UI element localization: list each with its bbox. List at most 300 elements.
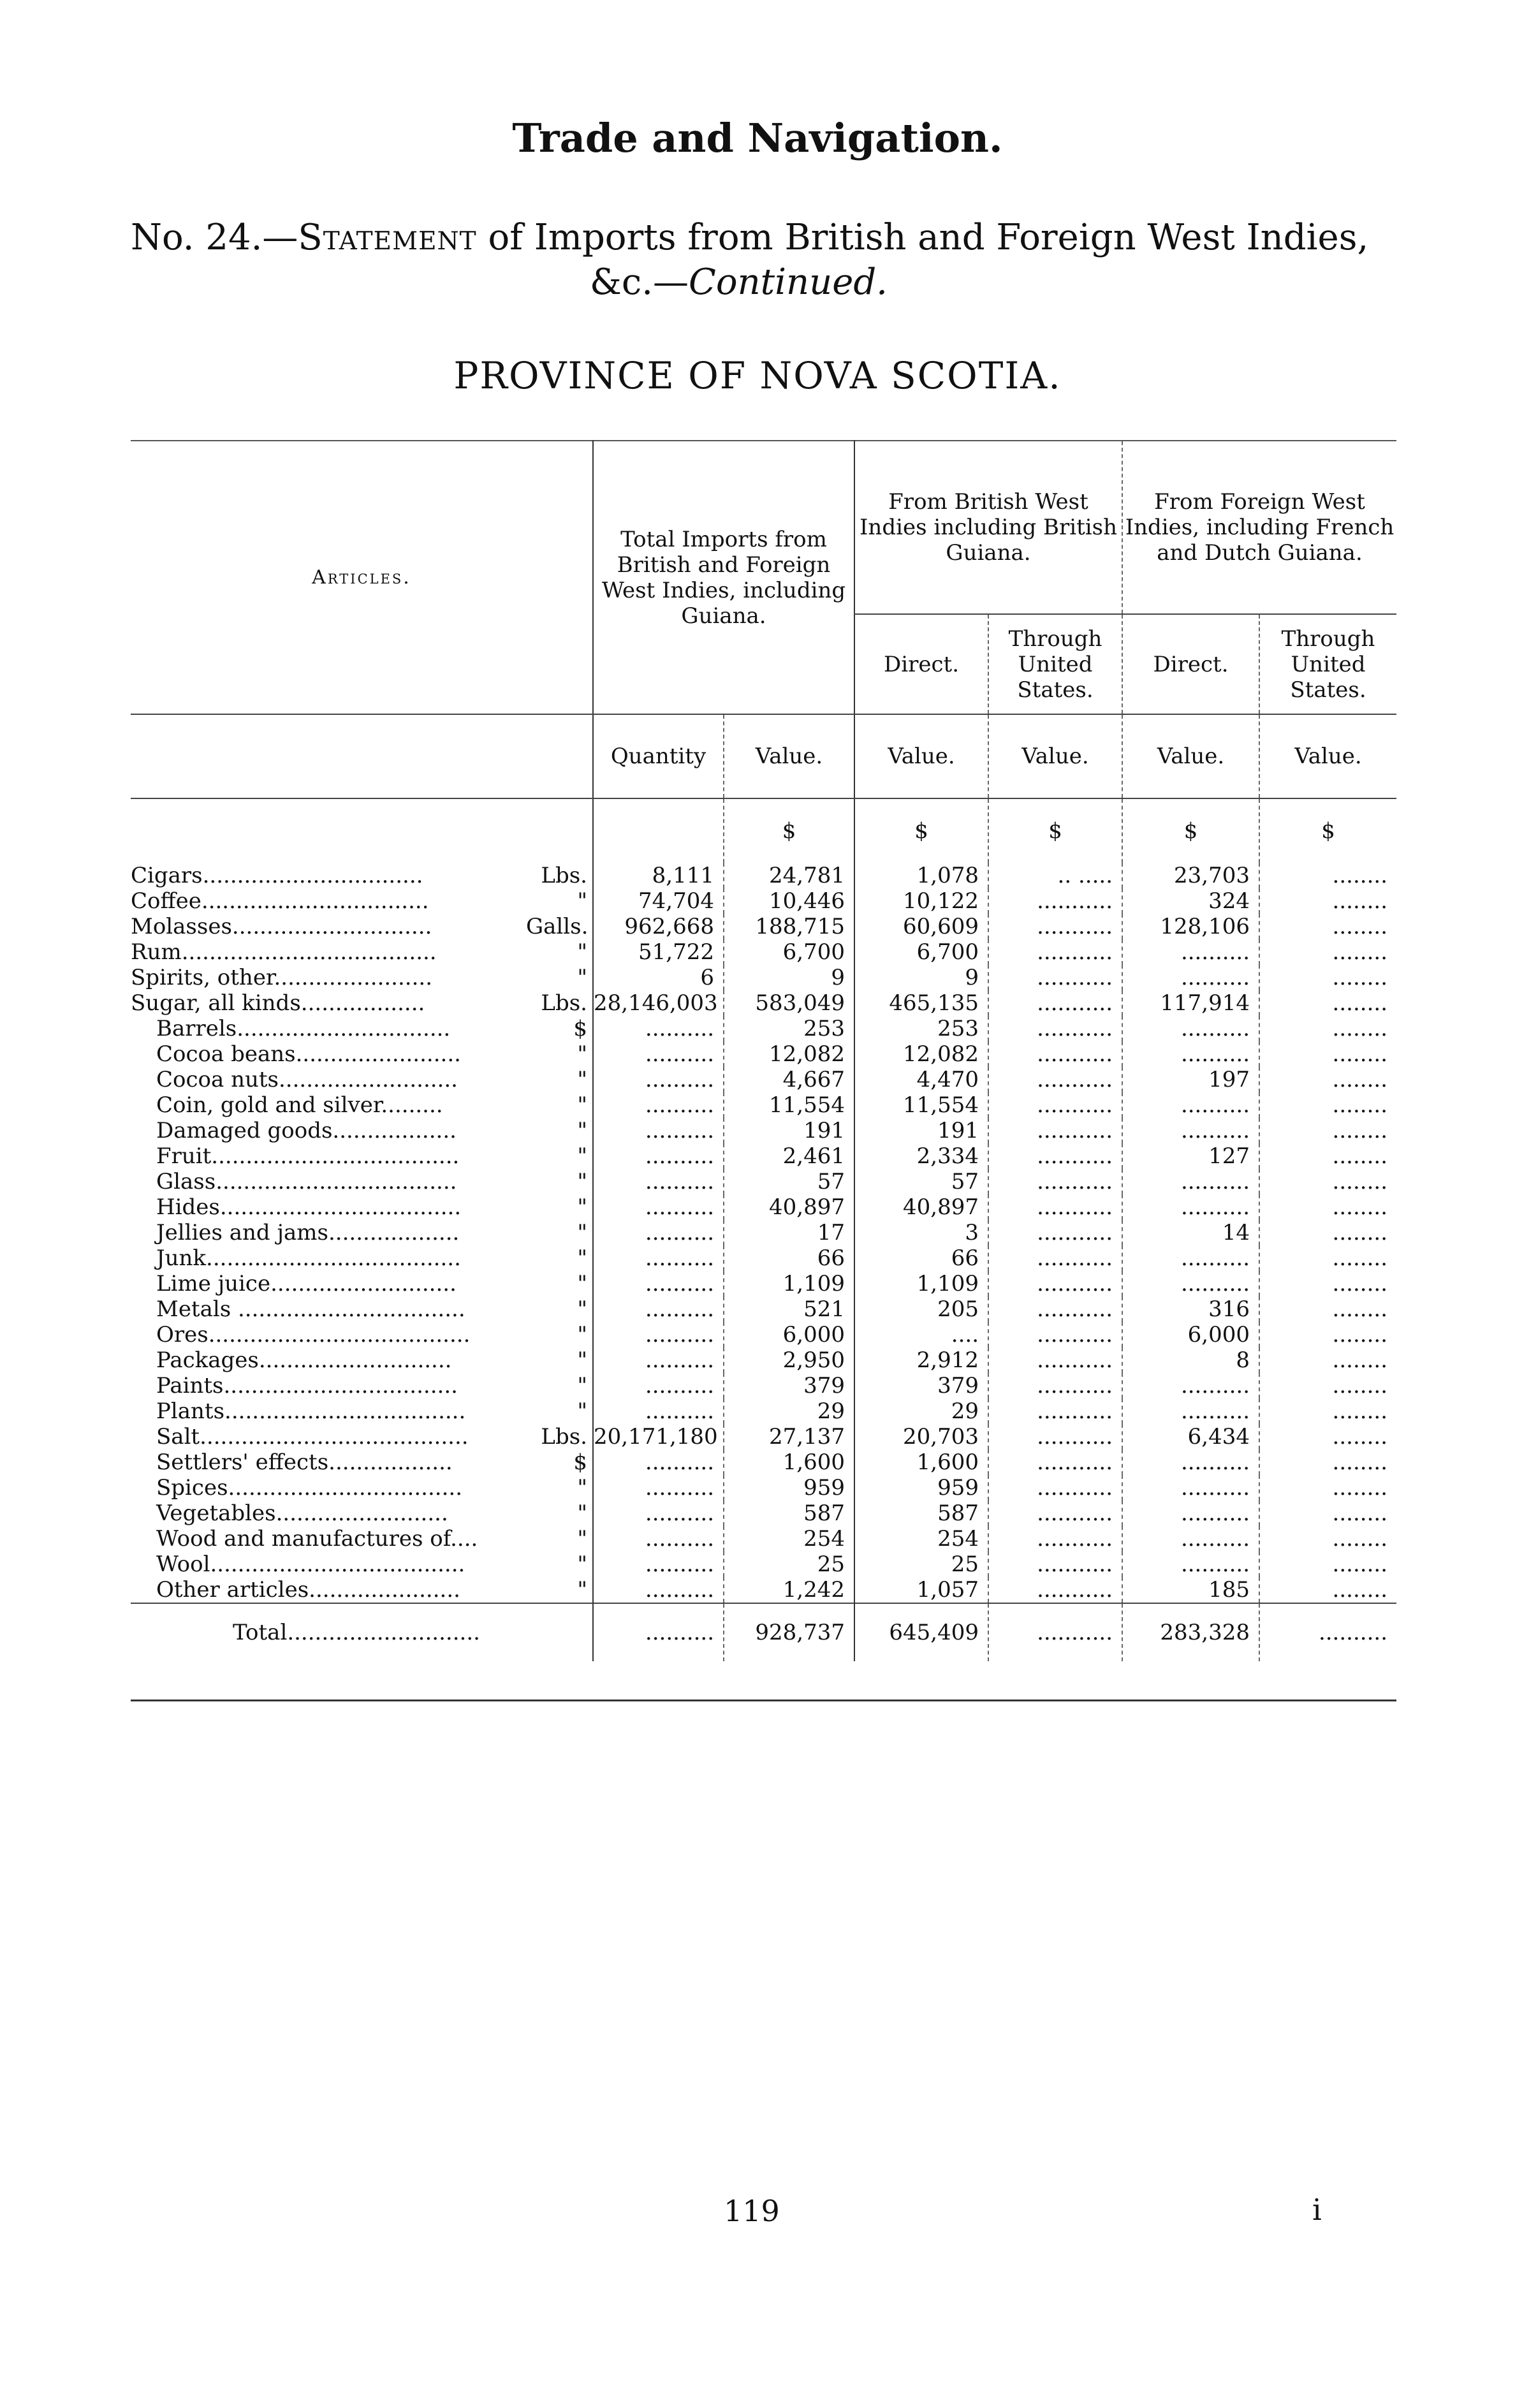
fwi-through-value: ........ [1259,990,1396,1016]
bwi-through-value: ........... [988,1577,1122,1603]
fwi-through-value: ........ [1259,1220,1396,1245]
total-value: 1,600 [724,1450,854,1475]
table-row [131,1424,1396,1450]
bwi-direct-value: 20,703 [854,1424,988,1450]
bwi-through-value: ........... [988,1501,1122,1526]
table-row [131,1245,1396,1271]
bwi-direct-value: 12,082 [854,1041,988,1067]
fwi-direct-value: .......... [1122,939,1259,965]
quantity: .......... [593,1526,724,1552]
table-row [131,1143,1396,1169]
fwi-direct-value: 127 [1122,1143,1259,1169]
total-value: 928,737 [724,1603,854,1661]
bwi-direct-value: 254 [854,1526,988,1552]
article-name: Glass................................... [156,1169,457,1194]
quantity: .......... [593,1577,724,1603]
fwi-through-value: ........ [1259,1424,1396,1450]
fwi-direct-value: .......... [1122,1552,1259,1577]
fwi-through-value: ........ [1259,1450,1396,1475]
british-west-indies-header: From British West Indies including British Guiana. [854,441,1122,614]
province-heading: PROVINCE OF NOVA SCOTIA. [453,354,1062,397]
bwi-through-value: ........... [988,1475,1122,1501]
bwi-through-header: Through United States. [988,614,1122,714]
bwi-through-value: ........... [988,1424,1122,1450]
article-name: Packages............................ [156,1347,452,1373]
currency-symbol: $ [988,798,1122,863]
unit: " [577,1143,587,1169]
article-name: Junk..................................... [156,1245,461,1271]
fwi-through-value: ........ [1259,1169,1396,1194]
bwi-through-value: ........... [988,1373,1122,1399]
bwi-direct-value: 4,470 [854,1067,988,1092]
fwi-direct-value: 6,434 [1122,1424,1259,1450]
total-value: 583,049 [724,990,854,1016]
fwi-through-value: ........ [1259,1016,1396,1041]
article-name: Wool..................................... [156,1552,465,1577]
table-row [131,939,1396,965]
quantity: .......... [593,1347,724,1373]
articles-header: Articles. [131,441,593,714]
unit: " [577,1169,587,1194]
unit: " [577,1577,587,1603]
fwi-direct-value: 185 [1122,1577,1259,1603]
total-value: 27,137 [724,1424,854,1450]
quantity: .......... [593,1475,724,1501]
imports-table [131,440,1396,1661]
article-name: Ores...................................... [156,1322,471,1347]
quantity: .......... [593,1194,724,1220]
article-name: Salt....................................... [156,1424,469,1450]
article-name: Coin, gold and silver......... [156,1092,443,1118]
table-row [131,965,1396,990]
quantity-header: Quantity [593,714,724,798]
fwi-direct-value: .......... [1122,1092,1259,1118]
table-row [131,1194,1396,1220]
table-row [131,1552,1396,1577]
total-bwi-direct: 645,409 [854,1603,988,1661]
currency-symbol: $ [854,798,988,863]
bwi-direct-value: 1,057 [854,1577,988,1603]
fwi-direct-value: .......... [1122,1041,1259,1067]
quantity: .......... [593,1450,724,1475]
total-value: 10,446 [724,888,854,914]
fwi-through-value: ........ [1259,1347,1396,1373]
foreign-west-indies-header: From Foreign West Indies, including French and Dutch Guiana. [1122,441,1396,614]
fwi-direct-value: .......... [1122,1194,1259,1220]
unit: " [577,1296,587,1322]
quantity: .......... [593,1501,724,1526]
unit: " [577,965,587,990]
table-row [131,1041,1396,1067]
statement-number: No. 24.— [131,217,298,258]
total-quantity: .......... [593,1603,724,1661]
bwi-through-value: ........... [988,1322,1122,1347]
total-value: 253 [724,1016,854,1041]
article-name: Spices.................................. [156,1475,463,1501]
bwi-direct-value: .... [854,1322,988,1347]
unit: " [577,1526,587,1552]
fwi-through-header: Through United States. [1259,614,1396,714]
bwi-through-value: ........... [988,1041,1122,1067]
article-name: Sugar, all kinds.................. [131,990,425,1016]
total-value: 66 [724,1245,854,1271]
table-row [131,1118,1396,1143]
fwi-direct-value: .......... [1122,1169,1259,1194]
fwi-direct-value: .......... [1122,1016,1259,1041]
bwi-direct-value: 253 [854,1016,988,1041]
fwi-through-value: ........ [1259,1322,1396,1347]
quantity: 28,146,003 [593,990,724,1016]
bwi-through-value: ........... [988,1016,1122,1041]
fwi-through-value: ........ [1259,1296,1396,1322]
table-row [131,1399,1396,1424]
bwi-direct-value-header: Value. [854,714,988,798]
article-name: Wood and manufactures of.... [156,1526,478,1552]
quantity: 962,668 [593,914,724,939]
article-name: Rum..................................... [131,939,437,965]
fwi-through-value: ........ [1259,914,1396,939]
bottom-rule [131,1700,1396,1701]
unit: " [577,1041,587,1067]
fwi-through-value: ........ [1259,1118,1396,1143]
statement-description: of Imports from British and Foreign West Indies, [476,217,1369,258]
fwi-direct-value: .......... [1122,1526,1259,1552]
bwi-direct-value: 40,897 [854,1194,988,1220]
total-value: 11,554 [724,1092,854,1118]
bwi-direct-value: 2,912 [854,1347,988,1373]
fwi-through-value: ........ [1259,1577,1396,1603]
fwi-direct-value: .......... [1122,1245,1259,1271]
total-value: 1,242 [724,1577,854,1603]
table-row [131,990,1396,1016]
fwi-direct-value: 324 [1122,888,1259,914]
quantity: .......... [593,1245,724,1271]
total-label: Total............................ [131,1603,593,1661]
quantity: 74,704 [593,888,724,914]
bwi-direct-value: 9 [854,965,988,990]
bwi-direct-value: 1,600 [854,1450,988,1475]
total-fwi-through: .......... [1259,1603,1396,1661]
currency-row [131,798,1396,863]
unit: $ [573,1016,587,1041]
fwi-through-value: ........ [1259,863,1396,888]
table-row [131,863,1396,888]
currency-symbol: $ [1259,798,1396,863]
statement-title-line-1 [131,217,1368,258]
bwi-through-value: ........... [988,914,1122,939]
unit: " [577,1067,587,1092]
page-number: 119 [724,2194,780,2228]
quantity: 8,111 [593,863,724,888]
fwi-direct-value: .......... [1122,1399,1259,1424]
bwi-direct-value: 465,135 [854,990,988,1016]
unit: " [577,1552,587,1577]
bwi-through-value: ........... [988,1118,1122,1143]
bwi-through-value: ........... [988,1399,1122,1424]
article-name: Metals ................................. [156,1296,465,1322]
unit: " [577,1399,587,1424]
fwi-through-value: ........ [1259,1271,1396,1296]
table-row [131,1092,1396,1118]
quantity: .......... [593,1118,724,1143]
total-value: 1,109 [724,1271,854,1296]
article-name: Plants................................... [156,1399,466,1424]
table-row [131,1526,1396,1552]
quantity: .......... [593,1322,724,1347]
fwi-through-value-header: Value. [1259,714,1396,798]
unit: " [577,1347,587,1373]
article-name: Fruit.................................... [156,1143,460,1169]
table-row [131,888,1396,914]
table-row [131,1373,1396,1399]
fwi-through-value: ........ [1259,939,1396,965]
table-row [131,1169,1396,1194]
quantity: .......... [593,1016,724,1041]
unit: " [577,1220,587,1245]
unit: " [577,939,587,965]
bwi-direct-value: 379 [854,1373,988,1399]
bwi-direct-value: 25 [854,1552,988,1577]
article-name: Jellies and jams................... [156,1220,460,1245]
fwi-through-value: ........ [1259,1194,1396,1220]
fwi-direct-value: 14 [1122,1220,1259,1245]
table-row [131,1271,1396,1296]
article-name: Barrels............................... [156,1016,451,1041]
total-value: 521 [724,1296,854,1322]
table-row [131,1475,1396,1501]
quantity: .......... [593,1271,724,1296]
bwi-through-value: ........... [988,965,1122,990]
header-row-groups [131,441,1396,614]
total-value: 6,700 [724,939,854,965]
unit: Lbs. [541,990,587,1016]
article-name: Cocoa nuts.......................... [156,1067,458,1092]
total-value: 29 [724,1399,854,1424]
quantity: 6 [593,965,724,990]
fwi-through-value: ........ [1259,965,1396,990]
article-name: Spirits, other....................... [131,965,433,990]
bwi-through-value: ........... [988,990,1122,1016]
bwi-through-value: ........... [988,1169,1122,1194]
bwi-through-value: ........... [988,1271,1122,1296]
value-header: Value. [724,714,854,798]
total-value: 254 [724,1526,854,1552]
article-name: Hides................................... [156,1194,462,1220]
fwi-through-value: ........ [1259,1501,1396,1526]
fwi-through-value: ........ [1259,1041,1396,1067]
total-value: 959 [724,1475,854,1501]
fwi-through-value: ........ [1259,1092,1396,1118]
table-row [131,1347,1396,1373]
total-value: 40,897 [724,1194,854,1220]
quantity: .......... [593,1296,724,1322]
fwi-direct-value: .......... [1122,1475,1259,1501]
total-value: 12,082 [724,1041,854,1067]
unit: Galls. [526,914,589,939]
currency-symbol: $ [1122,798,1259,863]
total-value: 6,000 [724,1322,854,1347]
quantity: .......... [593,1041,724,1067]
bwi-through-value: ........... [988,1092,1122,1118]
fwi-direct-value: .......... [1122,965,1259,990]
fwi-through-value: ........ [1259,1475,1396,1501]
quantity: .......... [593,1552,724,1577]
bwi-through-value: ........... [988,1450,1122,1475]
table-row [131,1016,1396,1041]
fwi-through-value: ........ [1259,1552,1396,1577]
page-title: Trade and Navigation. [512,115,1003,161]
article-name: Other articles...................... [156,1577,460,1603]
table-row [131,1322,1396,1347]
article-name: Lime juice........................... [156,1271,457,1296]
total-value: 24,781 [724,863,854,888]
total-value: 4,667 [724,1067,854,1092]
unit: " [577,1092,587,1118]
bwi-through-value: ........... [988,1067,1122,1092]
bwi-direct-value: 57 [854,1169,988,1194]
statement-etc: &c.— [590,261,689,303]
fwi-direct-value: 8 [1122,1347,1259,1373]
quantity: 51,722 [593,939,724,965]
article-name: Cocoa beans........................ [156,1041,461,1067]
unit: " [577,888,587,914]
fwi-direct-value: 128,106 [1122,914,1259,939]
bwi-through-value: ........... [988,1296,1122,1322]
unit: " [577,1271,587,1296]
fwi-through-value: ........ [1259,1526,1396,1552]
total-value: 587 [724,1501,854,1526]
article-name: Cigars................................ [131,863,423,888]
fwi-direct-value: .......... [1122,1501,1259,1526]
quantity: .......... [593,1373,724,1399]
bwi-through-value: .. ..... [988,863,1122,888]
bwi-direct-value: 1,109 [854,1271,988,1296]
currency-symbol: $ [724,798,854,863]
bwi-through-value: ........... [988,1347,1122,1373]
table-row [131,1450,1396,1475]
bwi-through-value: ........... [988,939,1122,965]
fwi-direct-value: .......... [1122,1118,1259,1143]
unit: " [577,1475,587,1501]
fwi-direct-header: Direct. [1122,614,1259,714]
bwi-through-value: ........... [988,1552,1122,1577]
statement-word: Statement [298,217,477,258]
bwi-through-value: ........... [988,888,1122,914]
total-value: 25 [724,1552,854,1577]
statement-title-line-2 [590,261,888,303]
total-row [131,1603,1396,1661]
bwi-direct-value: 66 [854,1245,988,1271]
table-row [131,1067,1396,1092]
total-value: 2,461 [724,1143,854,1169]
bwi-direct-value: 6,700 [854,939,988,965]
unit: " [577,1501,587,1526]
unit: $ [573,1450,587,1475]
unit: " [577,1322,587,1347]
signature-mark: i [1312,2192,1322,2227]
total-value: 2,950 [724,1347,854,1373]
fwi-direct-value: .......... [1122,1373,1259,1399]
total-bwi-through: ........... [988,1603,1122,1661]
quantity: .......... [593,1092,724,1118]
fwi-direct-value: .......... [1122,1271,1259,1296]
fwi-direct-value: 197 [1122,1067,1259,1092]
fwi-through-value: ........ [1259,1067,1396,1092]
total-fwi-direct: 283,328 [1122,1603,1259,1661]
article-name: Settlers' effects.................. [156,1450,453,1475]
article-name: Molasses............................. [131,914,432,939]
articles-header-spacer [131,714,593,798]
total-value: 191 [724,1118,854,1143]
fwi-direct-value: 117,914 [1122,990,1259,1016]
quantity: 20,171,180 [593,1424,724,1450]
fwi-through-value: ........ [1259,888,1396,914]
bwi-through-value-header: Value. [988,714,1122,798]
table-row [131,1501,1396,1526]
total-value: 9 [724,965,854,990]
fwi-direct-value: 316 [1122,1296,1259,1322]
bwi-through-value: ........... [988,1220,1122,1245]
fwi-through-value: ........ [1259,1245,1396,1271]
total-value: 188,715 [724,914,854,939]
table-row [131,1220,1396,1245]
article-name: Vegetables......................... [156,1501,448,1526]
bwi-direct-value: 2,334 [854,1143,988,1169]
table-row [131,1296,1396,1322]
bwi-direct-value: 959 [854,1475,988,1501]
fwi-through-value: ........ [1259,1373,1396,1399]
quantity: .......... [593,1220,724,1245]
total-value: 57 [724,1169,854,1194]
unit: " [577,1118,587,1143]
quantity: .......... [593,1399,724,1424]
fwi-direct-value-header: Value. [1122,714,1259,798]
fwi-direct-value: .......... [1122,1450,1259,1475]
article-name: Coffee................................. [131,888,429,914]
bwi-through-value: ........... [988,1194,1122,1220]
total-imports-header: Total Imports from British and Foreign West Indies, including Guiana. [593,441,854,714]
header-row-measures [131,714,1396,798]
total-value: 379 [724,1373,854,1399]
bwi-direct-value: 205 [854,1296,988,1322]
bwi-direct-value: 60,609 [854,914,988,939]
table-row [131,914,1396,939]
quantity: .......... [593,1143,724,1169]
table-row [131,1577,1396,1603]
bwi-direct-value: 11,554 [854,1092,988,1118]
bwi-direct-value: 1,078 [854,863,988,888]
bwi-direct-value: 587 [854,1501,988,1526]
unit: " [577,1245,587,1271]
bwi-direct-value: 10,122 [854,888,988,914]
statement-continued: Continued. [689,261,888,303]
total-value: 17 [724,1220,854,1245]
fwi-through-value: ........ [1259,1143,1396,1169]
quantity: .......... [593,1169,724,1194]
fwi-through-value: ........ [1259,1399,1396,1424]
unit: " [577,1194,587,1220]
bwi-direct-value: 3 [854,1220,988,1245]
bwi-through-value: ........... [988,1526,1122,1552]
article-name: Damaged goods.................. [156,1118,457,1143]
article-name: Paints.................................. [156,1373,458,1399]
bwi-through-value: ........... [988,1245,1122,1271]
bwi-direct-value: 191 [854,1118,988,1143]
bwi-direct-header: Direct. [854,614,988,714]
unit: Lbs. [541,1424,587,1450]
fwi-direct-value: 23,703 [1122,863,1259,888]
quantity: .......... [593,1067,724,1092]
